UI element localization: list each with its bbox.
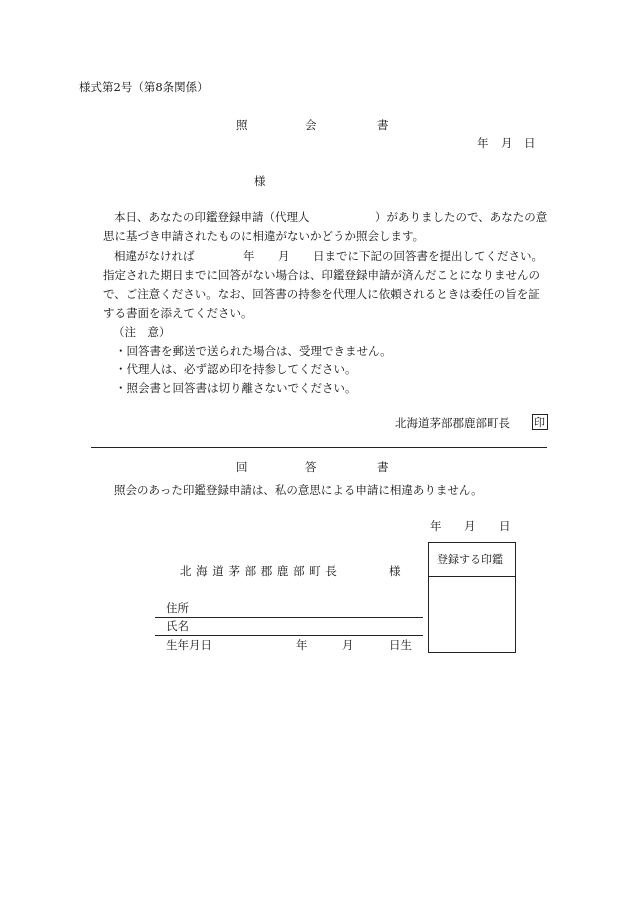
body-line-1-suffix: ）がありましたので、あなたの意: [375, 210, 548, 224]
response-date-year: 年: [430, 519, 442, 533]
response-addressee: 北 海 道 茅 部 郡 鹿 部 町 長: [180, 564, 338, 578]
body-line-3-suffix: 日までに下記の回答書を提出してください。: [313, 249, 543, 263]
inquiry-addressee-suffix: 様: [254, 174, 266, 188]
section-divider: [91, 447, 547, 448]
seal-box-divider: [429, 576, 515, 577]
response-date-day: 日: [499, 519, 511, 533]
body-line-3-year: 年: [243, 249, 255, 263]
seal-char: 印: [534, 416, 545, 429]
note-item-3: ・照会書と回答書は切り離さないでください。: [115, 381, 357, 395]
registered-seal-label: 登録する印鑑: [437, 553, 503, 566]
response-statement: 照会のあった印鑑登録申請は、私の意思による申請に相違ありません。: [114, 483, 483, 497]
form-label: 様式第2号（第8条関係）: [79, 80, 209, 94]
inquiry-title-char-1: 照: [236, 118, 248, 132]
response-title-char-2: 答: [305, 460, 317, 474]
inquiry-date-year: 年: [477, 136, 489, 150]
body-line-5: で、ご注意ください。なお、回答書の持参を代理人に依頼されるときは委任の旨を証: [103, 287, 540, 301]
registered-seal-box: [428, 542, 516, 653]
body-line-3-month: 月: [278, 249, 290, 263]
birthdate-month: 月: [342, 638, 354, 652]
birthdate-day: 日生: [389, 638, 412, 652]
body-line-3-prefix: 相違がなければ: [114, 249, 195, 263]
body-line-2: 思に基づき申請されたものに相違がないかどうか照会します。: [103, 229, 425, 243]
body-line-6: する書面を添えてください。: [103, 306, 253, 320]
inquiry-date-month: 月: [501, 136, 513, 150]
response-title-char-1: 回: [236, 460, 248, 474]
response-addressee-suffix: 様: [389, 564, 401, 578]
note-item-1: ・回答書を郵送で送られた場合は、受理できません。: [115, 344, 392, 358]
body-line-1-prefix: 本日、あなたの印鑑登録申請（代理人: [114, 210, 310, 224]
inquiry-date-day: 日: [524, 136, 536, 150]
address-line: [155, 617, 423, 618]
name-line: [155, 635, 423, 636]
notes-heading: （注 意）: [113, 325, 171, 339]
body-line-4: 指定された期日までに回答がない場合は、印鑑登録申請が済んだことになりませんの: [103, 268, 540, 282]
inquiry-title-char-2: 会: [305, 118, 317, 132]
response-date-month: 月: [464, 519, 476, 533]
inquiry-title-char-3: 書: [377, 118, 389, 132]
birthdate-year: 年: [296, 638, 308, 652]
name-label: 氏名: [166, 619, 189, 633]
response-title-char-3: 書: [377, 460, 389, 474]
birthdate-label: 生年月日: [166, 638, 212, 652]
address-label: 住所: [166, 601, 189, 615]
issuer-name: 北海道茅部郡鹿部町長: [395, 416, 510, 430]
note-item-2: ・代理人は、必ず認め印を持参してください。: [115, 362, 357, 376]
seal-mark: [532, 414, 548, 430]
